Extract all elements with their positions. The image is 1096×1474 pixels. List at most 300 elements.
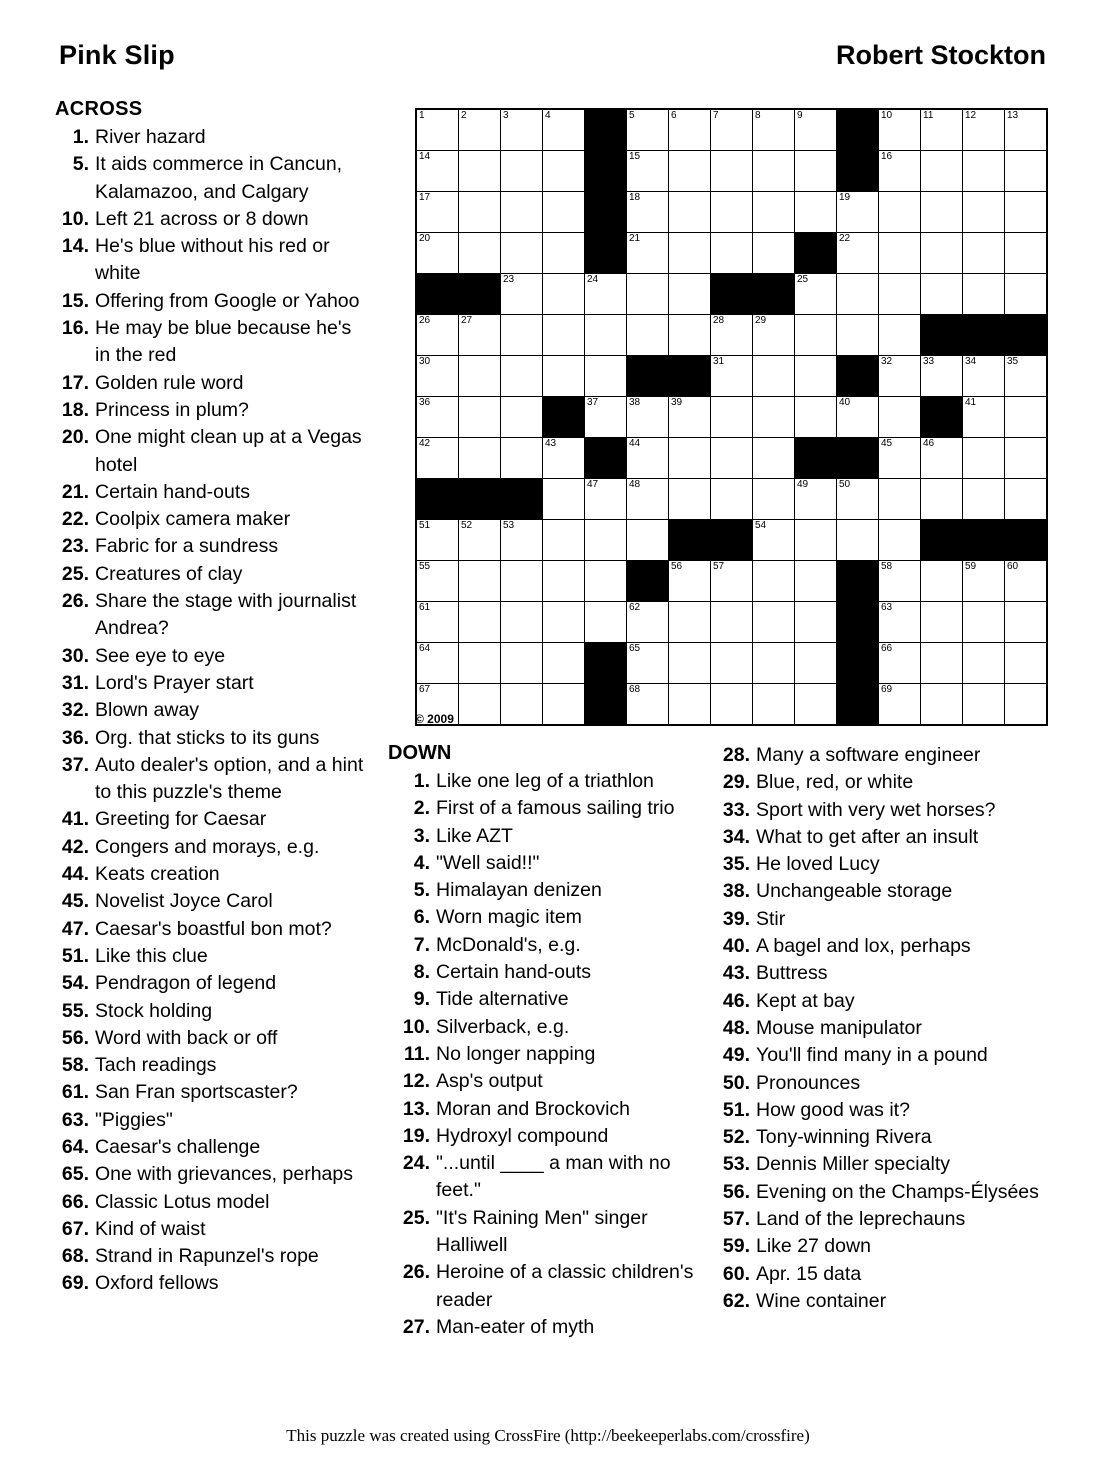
grid-cell[interactable]	[543, 520, 585, 561]
grid-cell[interactable]	[543, 233, 585, 274]
grid-cell[interactable]	[501, 438, 543, 479]
clue-item[interactable]	[716, 824, 1046, 851]
clue-item[interactable]	[55, 1052, 370, 1079]
grid-cell[interactable]	[1005, 438, 1048, 479]
grid-cell[interactable]	[837, 479, 879, 520]
clue-number: 45.	[61, 890, 89, 913]
clue-item[interactable]	[55, 533, 370, 560]
clue-item[interactable]	[396, 1096, 701, 1123]
clue-item[interactable]	[55, 998, 370, 1025]
grid-cell-number: 12	[965, 110, 977, 121]
grid-cell[interactable]	[753, 397, 795, 438]
clue-item[interactable]	[716, 988, 1046, 1015]
grid-cell[interactable]	[963, 356, 1005, 397]
grid-cell-number: 58	[881, 561, 893, 572]
clue-item[interactable]	[396, 959, 701, 986]
grid-cell[interactable]	[459, 520, 501, 561]
grid-cell[interactable]	[921, 684, 963, 726]
grid-cell[interactable]	[416, 561, 459, 602]
clue-item[interactable]	[55, 288, 370, 315]
clue-text: How good was it?	[756, 1098, 910, 1121]
grid-cell[interactable]	[711, 602, 753, 643]
grid-cell[interactable]	[459, 684, 501, 726]
grid-cell[interactable]	[711, 315, 753, 356]
grid-cell[interactable]	[921, 479, 963, 520]
grid-cell[interactable]	[1005, 602, 1048, 643]
clue-item[interactable]	[716, 1233, 1046, 1260]
grid-cell[interactable]	[753, 479, 795, 520]
grid-cell[interactable]	[627, 397, 669, 438]
grid-cell[interactable]	[543, 438, 585, 479]
grid-cell[interactable]	[585, 602, 627, 643]
grid-cell[interactable]	[753, 438, 795, 479]
grid-cell[interactable]	[543, 356, 585, 397]
grid-table[interactable]	[415, 108, 1048, 726]
grid-cell[interactable]	[921, 438, 963, 479]
clue-item[interactable]	[55, 588, 370, 643]
grid-cell[interactable]	[1005, 643, 1048, 684]
grid-cell[interactable]	[627, 438, 669, 479]
grid-cell[interactable]	[669, 602, 711, 643]
grid-cell[interactable]	[753, 192, 795, 233]
grid-cell[interactable]	[416, 643, 459, 684]
clue-item[interactable]	[716, 906, 1046, 933]
grid-cell[interactable]	[795, 684, 837, 726]
clue-item[interactable]	[396, 904, 701, 931]
grid-cell[interactable]	[585, 315, 627, 356]
clue-item[interactable]	[716, 1070, 1046, 1097]
grid-cell[interactable]	[963, 397, 1005, 438]
grid-cell[interactable]	[795, 479, 837, 520]
grid-cell-number: 40	[839, 397, 851, 408]
clue-item[interactable]	[55, 1025, 370, 1052]
clue-item[interactable]	[55, 834, 370, 861]
clue-item[interactable]	[55, 1107, 370, 1134]
clue-item[interactable]	[55, 233, 370, 288]
clue-item[interactable]	[55, 888, 370, 915]
grid-cell[interactable]	[416, 438, 459, 479]
grid-cell-number: 44	[629, 438, 641, 449]
grid-cell[interactable]	[627, 520, 669, 561]
grid-cell[interactable]	[459, 561, 501, 602]
grid-cell[interactable]	[963, 192, 1005, 233]
grid-cell[interactable]	[1005, 479, 1048, 520]
clue-item[interactable]	[396, 1205, 701, 1260]
clue-item[interactable]	[55, 397, 370, 424]
grid-cell[interactable]	[501, 233, 543, 274]
grid-cell[interactable]	[501, 602, 543, 643]
grid-cell[interactable]	[795, 643, 837, 684]
grid-cell[interactable]	[711, 479, 753, 520]
clue-item[interactable]	[55, 1189, 370, 1216]
grid-cell[interactable]	[585, 274, 627, 315]
grid-cell-number: 13	[1007, 110, 1019, 121]
grid-cell[interactable]	[921, 274, 963, 315]
grid-cell-number: 4	[545, 110, 551, 121]
clue-text: It aids commerce in Cancun, Kalamazoo, and Calgary	[95, 153, 343, 203]
grid-cell[interactable]	[879, 520, 921, 561]
grid-cell[interactable]	[963, 151, 1005, 192]
grid-cell[interactable]	[501, 684, 543, 726]
grid-cell[interactable]	[543, 479, 585, 520]
grid-cell[interactable]	[585, 479, 627, 520]
grid-cell[interactable]	[879, 643, 921, 684]
grid-cell[interactable]	[879, 397, 921, 438]
grid-cell[interactable]	[921, 602, 963, 643]
grid-cell[interactable]	[921, 233, 963, 274]
grid-cell[interactable]	[416, 233, 459, 274]
grid-cell[interactable]	[669, 109, 711, 151]
grid-cell[interactable]	[459, 109, 501, 151]
grid-cell[interactable]	[711, 151, 753, 192]
clue-item[interactable]	[716, 878, 1046, 905]
grid-cell[interactable]	[459, 315, 501, 356]
grid-cell[interactable]	[669, 274, 711, 315]
grid-cell[interactable]	[921, 356, 963, 397]
grid-cell[interactable]	[753, 109, 795, 151]
grid-cell[interactable]	[501, 561, 543, 602]
clue-item[interactable]	[716, 742, 1046, 769]
clue-text: One might clean up at a Vegas hotel	[95, 426, 362, 476]
grid-cell-number: 30	[419, 356, 431, 367]
clue-text: Keats creation	[95, 863, 220, 886]
grid-cell[interactable]	[627, 602, 669, 643]
grid-cell[interactable]	[879, 684, 921, 726]
clue-item[interactable]	[716, 1206, 1046, 1233]
clue-number: 7.	[413, 933, 430, 956]
grid-cell[interactable]	[711, 643, 753, 684]
clue-item[interactable]	[396, 1041, 701, 1068]
clue-item[interactable]	[716, 1042, 1046, 1069]
grid-cell[interactable]	[669, 561, 711, 602]
clue-number: 32.	[61, 699, 89, 722]
grid-cell[interactable]	[1005, 274, 1048, 315]
grid-cell[interactable]	[711, 356, 753, 397]
grid-cell[interactable]	[879, 274, 921, 315]
clue-item[interactable]	[55, 1270, 370, 1297]
grid-cell[interactable]	[837, 192, 879, 233]
grid-cell[interactable]	[879, 479, 921, 520]
clue-item[interactable]	[55, 561, 370, 588]
grid-cell[interactable]	[795, 192, 837, 233]
grid-cell[interactable]	[416, 520, 459, 561]
grid-cell[interactable]	[963, 643, 1005, 684]
grid-cell[interactable]	[963, 233, 1005, 274]
grid-cell[interactable]	[711, 109, 753, 151]
grid-cell[interactable]	[879, 438, 921, 479]
clue-item[interactable]	[396, 795, 701, 822]
grid-cell[interactable]	[879, 315, 921, 356]
grid-cell[interactable]	[669, 151, 711, 192]
grid-cell[interactable]	[416, 109, 459, 151]
grid-cell[interactable]	[543, 315, 585, 356]
clue-item[interactable]	[716, 933, 1046, 960]
grid-cell[interactable]	[921, 151, 963, 192]
clue-item[interactable]	[55, 697, 370, 724]
grid-cell[interactable]	[795, 356, 837, 397]
grid-cell[interactable]	[921, 643, 963, 684]
grid-cell[interactable]	[963, 274, 1005, 315]
clue-item[interactable]	[55, 506, 370, 533]
grid-cell[interactable]	[795, 109, 837, 151]
grid-cell[interactable]	[627, 109, 669, 151]
grid-cell[interactable]	[543, 684, 585, 726]
clue-text: One with grievances, perhaps	[95, 1163, 353, 1186]
grid-cell[interactable]	[963, 109, 1005, 151]
clue-item[interactable]	[55, 1243, 370, 1270]
grid-cell[interactable]	[627, 315, 669, 356]
grid-row	[416, 356, 1047, 397]
grid-cell[interactable]	[543, 274, 585, 315]
grid-cell[interactable]	[963, 561, 1005, 602]
clue-item[interactable]	[55, 643, 370, 670]
grid-cell-number: 35	[1007, 356, 1019, 367]
clue-item[interactable]	[55, 725, 370, 752]
clue-item[interactable]	[716, 1261, 1046, 1288]
grid-cell[interactable]	[543, 109, 585, 151]
grid-cell[interactable]	[543, 192, 585, 233]
grid-cell[interactable]	[711, 397, 753, 438]
grid-cell[interactable]	[921, 109, 963, 151]
grid-cell[interactable]	[543, 561, 585, 602]
clue-item[interactable]	[55, 670, 370, 697]
grid-cell[interactable]	[416, 315, 459, 356]
grid-cell[interactable]	[501, 274, 543, 315]
grid-cell[interactable]	[879, 561, 921, 602]
clue-item[interactable]	[396, 877, 701, 904]
clue-text: Princess in plum?	[95, 398, 249, 421]
clue-item[interactable]	[716, 1097, 1046, 1124]
clue-text: Pronounces	[756, 1071, 861, 1094]
grid-cell[interactable]	[753, 520, 795, 561]
grid-cell-number: 42	[419, 438, 431, 449]
grid-cell[interactable]	[627, 151, 669, 192]
grid-cell[interactable]	[459, 233, 501, 274]
grid-cell[interactable]	[543, 643, 585, 684]
grid-cell[interactable]	[921, 561, 963, 602]
clue-item[interactable]	[716, 1179, 1046, 1206]
clue-item[interactable]	[396, 768, 701, 795]
grid-cell[interactable]	[627, 684, 669, 726]
clue-item[interactable]	[55, 424, 370, 479]
grid-cell[interactable]	[501, 397, 543, 438]
grid-cell[interactable]	[1005, 109, 1048, 151]
clue-item[interactable]	[396, 1259, 701, 1314]
grid-cell[interactable]	[921, 192, 963, 233]
grid-cell[interactable]	[753, 561, 795, 602]
grid-cell[interactable]	[459, 643, 501, 684]
clue-item[interactable]	[396, 850, 701, 877]
grid-cell[interactable]	[416, 151, 459, 192]
clue-number: 20.	[61, 426, 89, 449]
grid-cell[interactable]	[459, 438, 501, 479]
grid-cell[interactable]	[501, 356, 543, 397]
grid-cell[interactable]	[1005, 561, 1048, 602]
clue-item[interactable]	[396, 1314, 701, 1341]
clue-item[interactable]	[55, 916, 370, 943]
clue-item[interactable]	[716, 769, 1046, 796]
clue-item[interactable]	[55, 206, 370, 233]
grid-cell[interactable]	[627, 192, 669, 233]
clue-item[interactable]	[55, 806, 370, 833]
grid-cell[interactable]	[837, 315, 879, 356]
clue-item[interactable]	[55, 315, 370, 370]
grid-cell[interactable]	[879, 151, 921, 192]
clue-item[interactable]	[55, 1216, 370, 1243]
grid-cell[interactable]	[627, 233, 669, 274]
clue-item[interactable]	[55, 1161, 370, 1188]
clue-item[interactable]	[55, 1134, 370, 1161]
clue-item[interactable]	[396, 1014, 701, 1041]
grid-cell[interactable]	[1005, 151, 1048, 192]
clue-item[interactable]	[716, 851, 1046, 878]
grid-cell[interactable]	[627, 479, 669, 520]
grid-cell[interactable]	[711, 684, 753, 726]
grid-cell[interactable]	[1005, 356, 1048, 397]
grid-cell[interactable]	[753, 684, 795, 726]
grid-cell[interactable]	[627, 643, 669, 684]
grid-cell[interactable]	[585, 356, 627, 397]
grid-cell[interactable]	[416, 356, 459, 397]
clue-item[interactable]	[716, 1151, 1046, 1178]
clue-item[interactable]	[716, 1015, 1046, 1042]
grid-cell[interactable]	[501, 192, 543, 233]
grid-cell[interactable]	[879, 192, 921, 233]
grid-cell[interactable]	[669, 643, 711, 684]
clue-item[interactable]	[55, 1079, 370, 1106]
grid-cell[interactable]	[416, 192, 459, 233]
clue-item[interactable]	[55, 970, 370, 997]
grid-row	[416, 561, 1047, 602]
clue-item[interactable]	[396, 1123, 701, 1150]
grid-cell[interactable]	[795, 397, 837, 438]
grid-cell[interactable]	[669, 192, 711, 233]
grid-cell[interactable]	[669, 233, 711, 274]
grid-cell[interactable]	[795, 274, 837, 315]
grid-cell[interactable]	[459, 397, 501, 438]
grid-cell[interactable]	[837, 233, 879, 274]
grid-cell[interactable]	[501, 520, 543, 561]
grid-cell[interactable]	[711, 233, 753, 274]
clue-item[interactable]	[396, 986, 701, 1013]
clue-item[interactable]	[55, 752, 370, 807]
clue-item[interactable]	[55, 124, 370, 151]
clue-number: 5.	[413, 879, 430, 902]
grid-cell[interactable]	[837, 274, 879, 315]
clue-number: 53.	[722, 1153, 750, 1176]
clue-item[interactable]	[55, 861, 370, 888]
grid-cell-number: 64	[419, 643, 431, 654]
grid-cell[interactable]	[501, 151, 543, 192]
grid-row	[416, 233, 1047, 274]
grid-cell[interactable]	[416, 397, 459, 438]
clue-item[interactable]	[716, 797, 1046, 824]
grid-cell[interactable]	[879, 109, 921, 151]
grid-cell[interactable]	[963, 684, 1005, 726]
grid-cell[interactable]	[1005, 397, 1048, 438]
grid-cell[interactable]	[879, 602, 921, 643]
grid-cell[interactable]	[1005, 684, 1048, 726]
grid-cell[interactable]	[879, 356, 921, 397]
grid-cell[interactable]	[963, 602, 1005, 643]
grid-cell[interactable]	[795, 561, 837, 602]
grid-cell[interactable]	[585, 397, 627, 438]
clue-item[interactable]	[396, 1068, 701, 1095]
grid-cell[interactable]	[837, 520, 879, 561]
grid-cell[interactable]	[585, 561, 627, 602]
grid-cell[interactable]	[711, 438, 753, 479]
grid-cell[interactable]	[416, 602, 459, 643]
grid-cell[interactable]	[459, 356, 501, 397]
grid-cell[interactable]	[669, 315, 711, 356]
grid-cell[interactable]	[753, 151, 795, 192]
grid-cell[interactable]	[711, 561, 753, 602]
grid-cell[interactable]	[963, 479, 1005, 520]
grid-cell[interactable]	[753, 643, 795, 684]
crossword-grid[interactable]	[415, 108, 1048, 726]
grid-cell-number: 57	[713, 561, 725, 572]
grid-cell[interactable]	[459, 151, 501, 192]
grid-cell[interactable]	[753, 233, 795, 274]
clue-item[interactable]	[55, 943, 370, 970]
grid-cell[interactable]	[963, 438, 1005, 479]
grid-cell[interactable]	[753, 356, 795, 397]
grid-cell[interactable]	[669, 684, 711, 726]
grid-cell[interactable]	[669, 397, 711, 438]
grid-cell[interactable]	[795, 151, 837, 192]
grid-cell[interactable]	[753, 602, 795, 643]
grid-cell[interactable]	[627, 274, 669, 315]
clue-item[interactable]	[716, 1288, 1046, 1315]
across-clue-list	[55, 124, 370, 1298]
clue-item[interactable]	[716, 960, 1046, 987]
grid-cell[interactable]	[669, 438, 711, 479]
grid-cell[interactable]	[501, 315, 543, 356]
clue-number: 56.	[722, 1180, 750, 1203]
clue-number: 62.	[722, 1289, 750, 1312]
clue-number: 51.	[722, 1098, 750, 1121]
grid-cell[interactable]	[795, 520, 837, 561]
grid-cell[interactable]	[501, 643, 543, 684]
clue-text: He's blue without his red or white	[95, 235, 330, 285]
clue-item[interactable]	[55, 151, 370, 206]
clue-item[interactable]	[396, 932, 701, 959]
grid-cell[interactable]	[543, 602, 585, 643]
clue-item[interactable]	[55, 370, 370, 397]
grid-cell[interactable]	[459, 192, 501, 233]
clue-number: 55.	[61, 999, 89, 1022]
grid-cell[interactable]	[837, 397, 879, 438]
grid-cell[interactable]	[669, 479, 711, 520]
clue-item[interactable]	[396, 1150, 701, 1205]
grid-cell[interactable]	[459, 602, 501, 643]
grid-cell[interactable]	[711, 192, 753, 233]
grid-cell[interactable]	[501, 109, 543, 151]
clue-number: 61.	[61, 1081, 89, 1104]
grid-cell[interactable]	[1005, 192, 1048, 233]
grid-cell[interactable]	[795, 315, 837, 356]
clue-item[interactable]	[396, 823, 701, 850]
clue-number: 10.	[402, 1015, 430, 1038]
grid-cell[interactable]	[879, 233, 921, 274]
grid-cell[interactable]	[1005, 233, 1048, 274]
grid-cell[interactable]	[753, 315, 795, 356]
clue-item[interactable]	[716, 1124, 1046, 1151]
grid-cell[interactable]	[543, 151, 585, 192]
grid-cell[interactable]	[585, 520, 627, 561]
clue-item[interactable]	[55, 479, 370, 506]
grid-cell[interactable]	[795, 602, 837, 643]
